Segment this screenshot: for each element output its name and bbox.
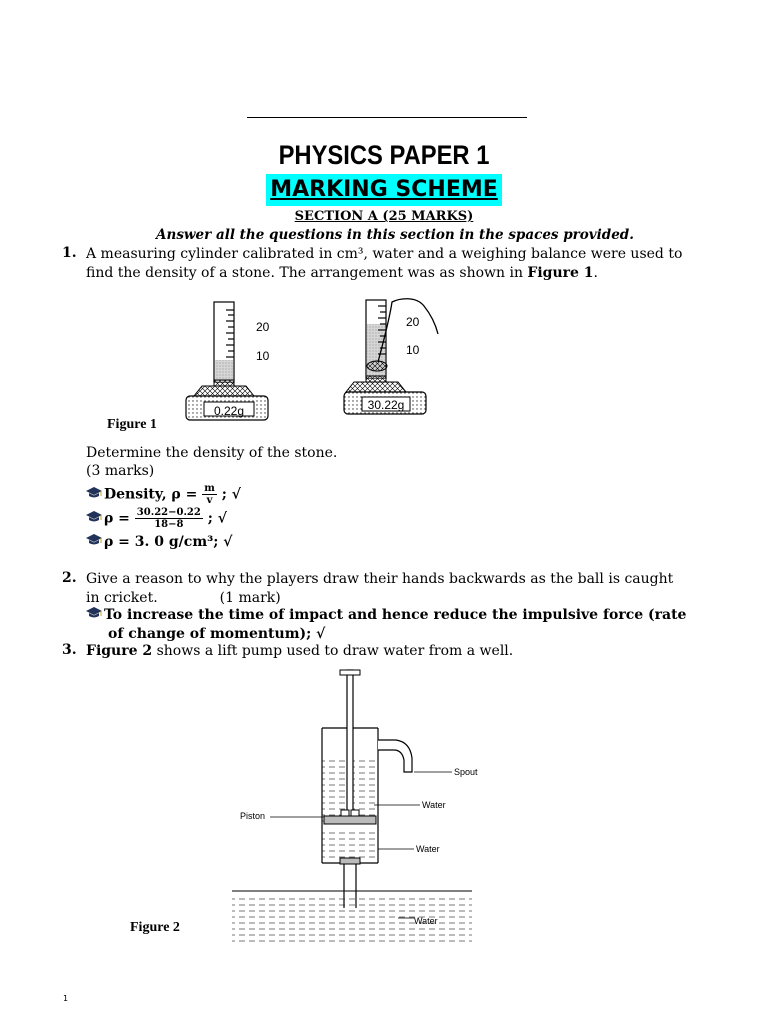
balance-reading-right: 30.22g [367, 398, 405, 412]
question-text [86, 570, 766, 608]
question-line: A measuring cylinder calibrated in cm³, water and a weighing balance were used to [86, 246, 683, 262]
answer-label: ρ = [104, 510, 135, 527]
page-title: PHYSICS PAPER 1 [278, 140, 490, 170]
label-water-well: Water [414, 916, 438, 926]
balance-reading-left: 0.22g [213, 404, 245, 418]
denominator: v [206, 495, 213, 506]
cylinder-right [344, 299, 438, 414]
scale-label-10: 10 [256, 349, 270, 363]
question-line [86, 264, 766, 283]
question-text [86, 642, 766, 661]
question-marks: (3 marks) [86, 463, 155, 479]
figure-caption: Figure 1 [107, 417, 157, 432]
denominator: 18−8 [154, 519, 184, 530]
numerator: m [204, 483, 215, 494]
answer-block [86, 606, 766, 644]
question-line: Give a reason to why the players draw their hands backwards as the ball is caught [86, 571, 674, 587]
answer-line: of change of momentum); √ [108, 626, 326, 642]
graduation-cap-icon [86, 510, 104, 529]
question-text [86, 245, 766, 283]
answer-line [86, 606, 766, 625]
graduation-cap-icon [86, 486, 104, 505]
answer-line [86, 507, 227, 530]
answer-text: ρ = 3. 0 g/cm³; √ [104, 534, 233, 550]
fraction [202, 483, 217, 506]
scale-label-20: 20 [256, 320, 270, 334]
spout [378, 740, 412, 772]
question-line-text: shows a lift pump used to draw water from a well. [152, 643, 514, 659]
answer-text: To increase the time of impact and hence reduce the impulsive force (rate [104, 607, 687, 623]
header-rule [247, 117, 527, 118]
rod-handle [340, 670, 360, 675]
page-number: 1 [63, 994, 69, 1003]
foot-valve [340, 858, 360, 864]
figure-caption: Figure 2 [130, 920, 180, 935]
answer-tick: ; √ [202, 510, 227, 527]
scale-label-10-right: 10 [406, 343, 420, 357]
scale-label-20-right: 20 [406, 315, 420, 329]
graduation-cap-icon [86, 533, 104, 552]
section-heading: SECTION A (25 MARKS) [294, 209, 474, 224]
question-line-text: . [593, 265, 598, 281]
answer-label: Density, ρ = [104, 486, 203, 503]
label-water-upper: Water [422, 800, 446, 810]
piston-rod [347, 670, 353, 820]
question-prompt: Determine the density of the stone. [86, 445, 338, 461]
figure-1-diagram [180, 296, 460, 426]
label-piston: Piston [240, 811, 266, 821]
instructions: Answer all the questions in this section in the spaces provided. [156, 227, 634, 243]
barrel-water-lower [322, 828, 378, 860]
numerator: 30.22−0.22 [136, 507, 201, 518]
question-number: 1. [62, 245, 77, 261]
question-line-text: in cricket. [86, 590, 158, 606]
question-line-text: find the density of a stone. The arrangement was as shown in [86, 265, 528, 281]
label-water-lower: Water [416, 844, 440, 854]
graduation-cap-icon [86, 606, 104, 625]
answer-tick: ; √ [216, 486, 241, 503]
answer-line [86, 483, 241, 506]
answer-line [86, 533, 233, 552]
figure-reference: Figure 2 [86, 643, 153, 659]
figure-reference: Figure 1 [527, 265, 594, 281]
question-marks: (1 mark) [219, 590, 281, 606]
page-subtitle: MARKING SCHEME [266, 174, 502, 206]
fraction [135, 507, 203, 530]
label-spout: Spout [454, 767, 478, 777]
subtitle-wrap [0, 174, 768, 206]
figure-2-lift-pump [228, 668, 478, 953]
question-number: 3. [62, 642, 77, 658]
question-number: 2. [62, 570, 77, 586]
